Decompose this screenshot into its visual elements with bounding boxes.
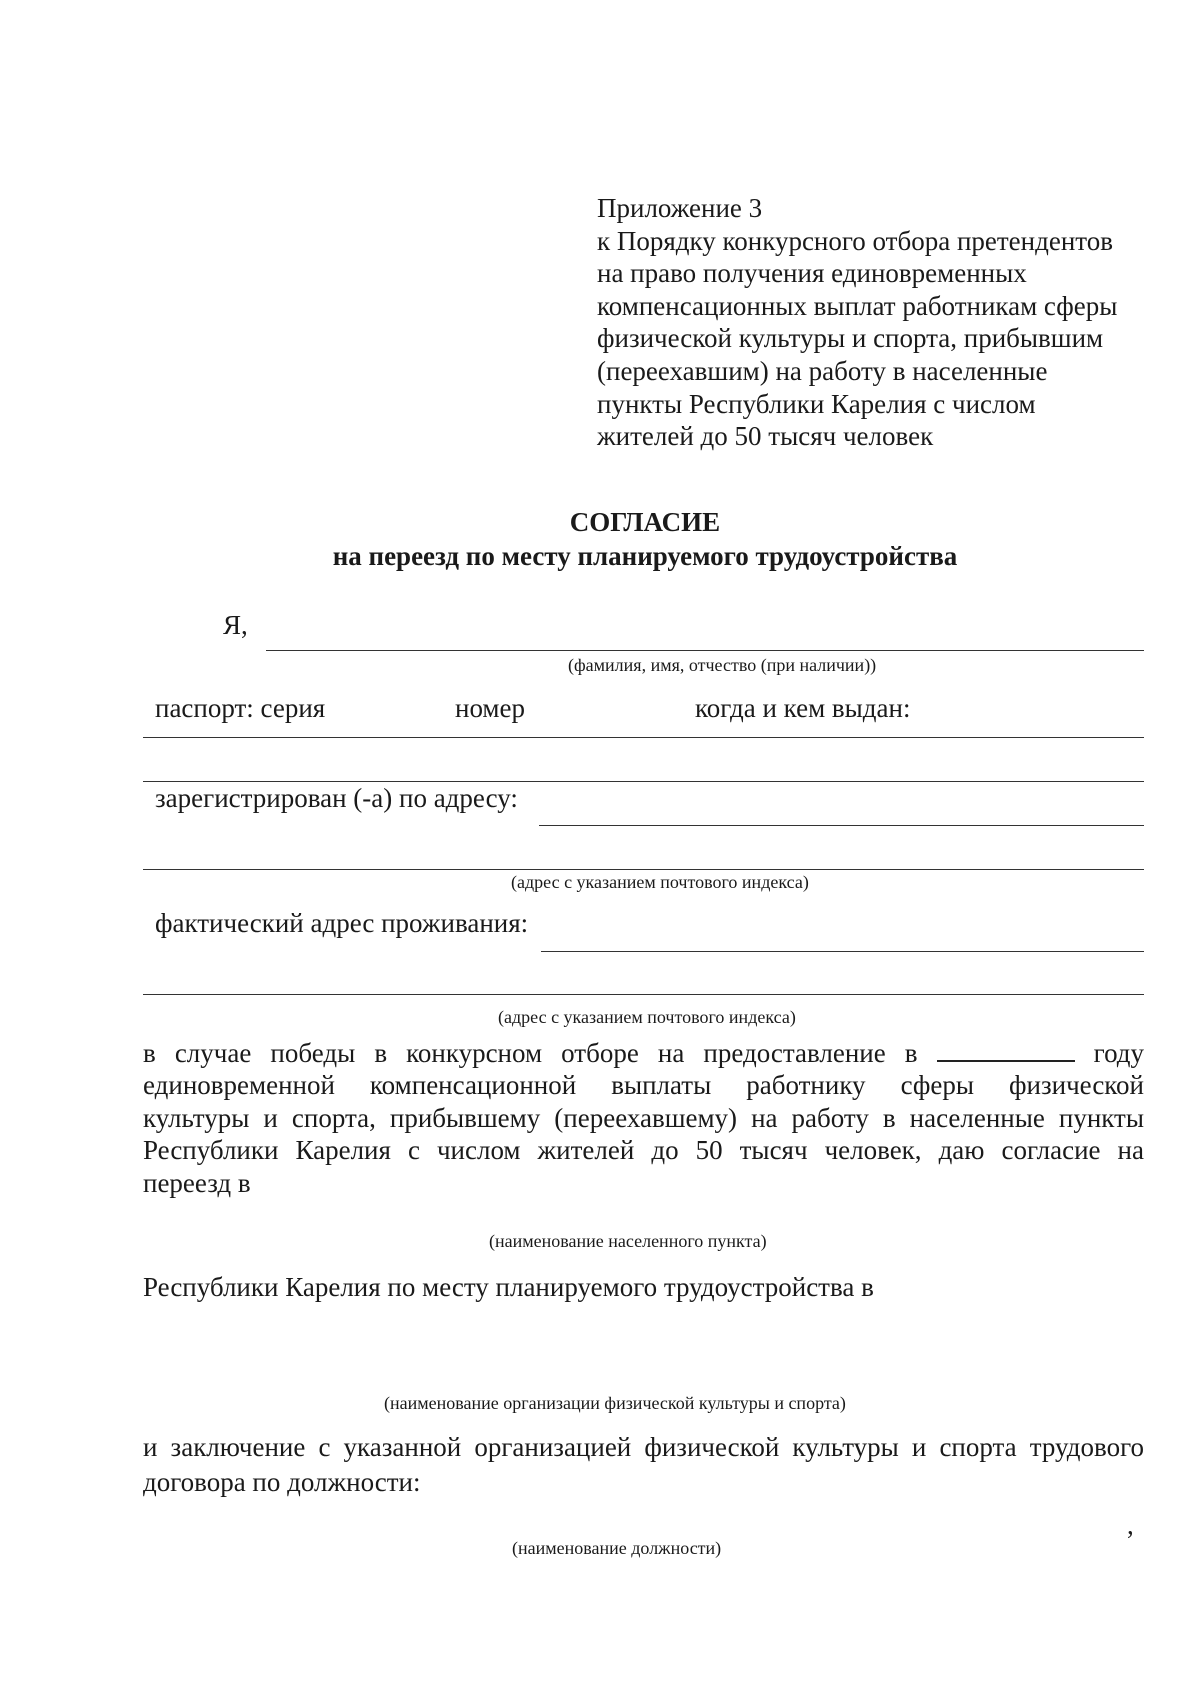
consent-paragraph-line: единовременной компенсационной выплаты работнику сферы физической [143,1070,1144,1100]
registered-address-label: зарегистрирован (-а) по адресу: [155,783,518,813]
actual-address-field-line[interactable] [541,951,1144,952]
fio-field-line[interactable] [266,650,1144,651]
fio-caption: (фамилия, имя, отчество (при наличии)) [568,655,877,675]
consent-paragraph-line: культуры и спорта, прибывшему (переехавшему) на работу в населенные пункты [143,1103,1144,1133]
paragraph-word: отборе на предоставление в [561,1038,918,1068]
appendix-line: на право получения единовременных [597,258,1027,289]
position-caption: (наименование должности) [512,1538,722,1558]
actual-address-caption: (адрес с указанием почтового индекса) [498,1007,796,1027]
appendix-header [597,192,1117,453]
settlement-caption: (наименование населенного пункта) [489,1231,767,1251]
passport-number-label: номер [455,693,526,723]
passport-field-line-2[interactable] [143,781,1144,782]
consent-paragraph-line [143,1038,1144,1069]
registered-address-caption: (адрес с указанием почтового индекса) [511,872,809,892]
appendix-line: пункты Республики Карелия с числом [597,388,1036,419]
passport-series-label: паспорт: серия [155,693,326,723]
document-title: СОГЛАСИЕ [569,507,721,537]
paragraph-word: в [143,1038,156,1068]
contract-line-2: договора по должности: [143,1467,421,1497]
actual-address-field-line-2[interactable] [143,994,1144,995]
appendix-line: жителей до 50 тысяч человек [597,421,934,452]
appendix-line: к Порядку конкурсного отбора претендентов [597,225,1113,256]
organization-caption: (наименование организации физической культуры и спорта) [384,1393,846,1413]
trailing-comma: , [1127,1510,1134,1540]
appendix-line: физической культуры и спорта, прибывшим [597,323,1104,354]
appendix-line: компенсационных выплат работникам сферы [597,290,1118,321]
consent-paragraph-last-line: переезд в [143,1168,251,1198]
registered-address-field-line[interactable] [539,825,1144,826]
paragraph-word: случае [174,1038,252,1068]
year-blank-field[interactable] [937,1040,1075,1062]
actual-address-label: фактический адрес проживания: [155,908,529,938]
appendix-line: (переехавшим) на работу в населенные [597,355,1048,386]
paragraph-word: победы в конкурсном [270,1038,543,1068]
registered-address-field-line-2[interactable] [143,869,1144,870]
paragraph-word: году [1093,1038,1145,1068]
passport-field-line[interactable] [143,737,1144,738]
consent-paragraph-line: Республики Карелия с числом жителей до 50 тысяч человек, даю согласие на [143,1135,1144,1165]
passport-issued-label: когда и кем выдан: [695,693,911,723]
i-label: Я, [223,610,248,640]
document-subtitle: на переезд по месту планируемого трудоустройства [332,541,958,571]
employment-line: Республики Карелия по месту планируемого трудоустройства в [143,1272,874,1302]
appendix-line: Приложение 3 [597,193,763,223]
contract-line: и заключение с указанной организацией физической культуры и спорта трудового [143,1432,1144,1462]
